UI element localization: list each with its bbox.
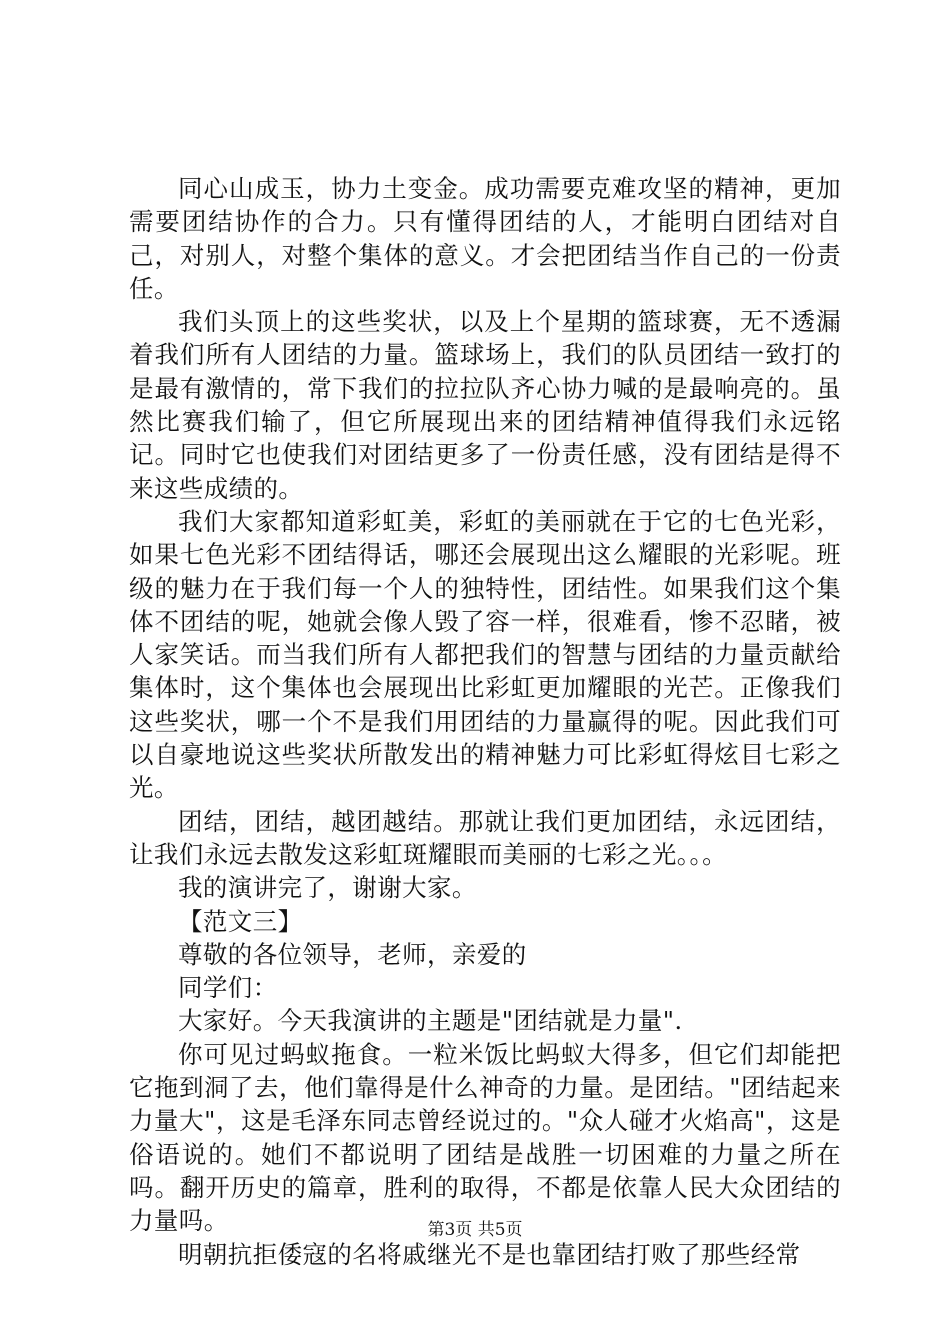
paragraph: 同心山成玉，协力土变金。成功需要克难攻坚的精神，更加需要团结协作的合力。只有懂得团结的人，才能明白团结对自己，对别人，对整个集体的意义。才会把团结当作自己的一份责任。 [129,174,841,303]
paragraph: 我们大家都知道彩虹美，彩虹的美丽就在于它的七色光彩，如果七色光彩不团结得话，哪还会展现出这么耀眼的光彩呢。班级的魅力在于我们每一个人的独特性，团结性。如果我们这个集体不团结的呢，她就会像人毁了容一样，很难看，惨不忍睹，被人家笑话。而当我们所有人都把我们的智慧与团结的力量贡献给集体时，这个集体也会展现出比彩虹更加耀眼的光芒。正像我们这些奖状，哪一个不是我们用团结的力量赢得的呢。因此我们可以自豪地说这些奖状所散发出的精神魅力可比彩虹得炫目七彩之光。 [129,506,841,803]
paragraph: 团结，团结，越团越结。那就让我们更加团结，永远团结，让我们永远去散发这彩虹斑耀眼而美丽的七彩之光。。。 [129,806,841,869]
closing-line: 我的演讲完了，谢谢大家。 [178,873,477,903]
paragraph: 你可见过蚂蚁拖食。一粒米饭比蚂蚁大得多，但它们却能把它拖到洞了去，他们靠得是什么神奇的力量。是团结。"团结起来力量大"，这是毛泽东同志曾经说过的。"众人碰才火焰高"，这是俗语说的。她们不都说明了团结是战胜一切困难的力量之所在吗。翻开历史的篇章，胜利的取得，不都是依靠人民大众团结的力量吗。 [129,1039,841,1236]
opening-line: 大家好。今天我演讲的主题是"团结就是力量". [178,1006,683,1036]
page-footer: 第3页 共5页 [427,1220,523,1240]
paragraph: 明朝抗拒倭寇的名将戚继光不是也靠团结打败了那些经常 [178,1239,801,1269]
greeting-line: 同学们： [178,973,278,1003]
section-title: 【范文三】 [178,906,303,936]
document-body [129,172,841,1271]
greeting-line: 尊敬的各位领导，老师，亲爱的 [178,939,527,969]
paragraph: 我们头顶上的这些奖状，以及上个星期的篮球赛，无不透漏着我们所有人团结的力量。篮球场上，我们的队员团结一致打的是最有激情的，常下我们的拉拉队齐心协力喊的是最响亮的。虽然比赛我们输了，但它所展现出来的团结精神值得我们永远铭记。同时它也使我们对团结更多了一份责任感，没有团结是得不来这些成绩的。 [129,307,841,503]
